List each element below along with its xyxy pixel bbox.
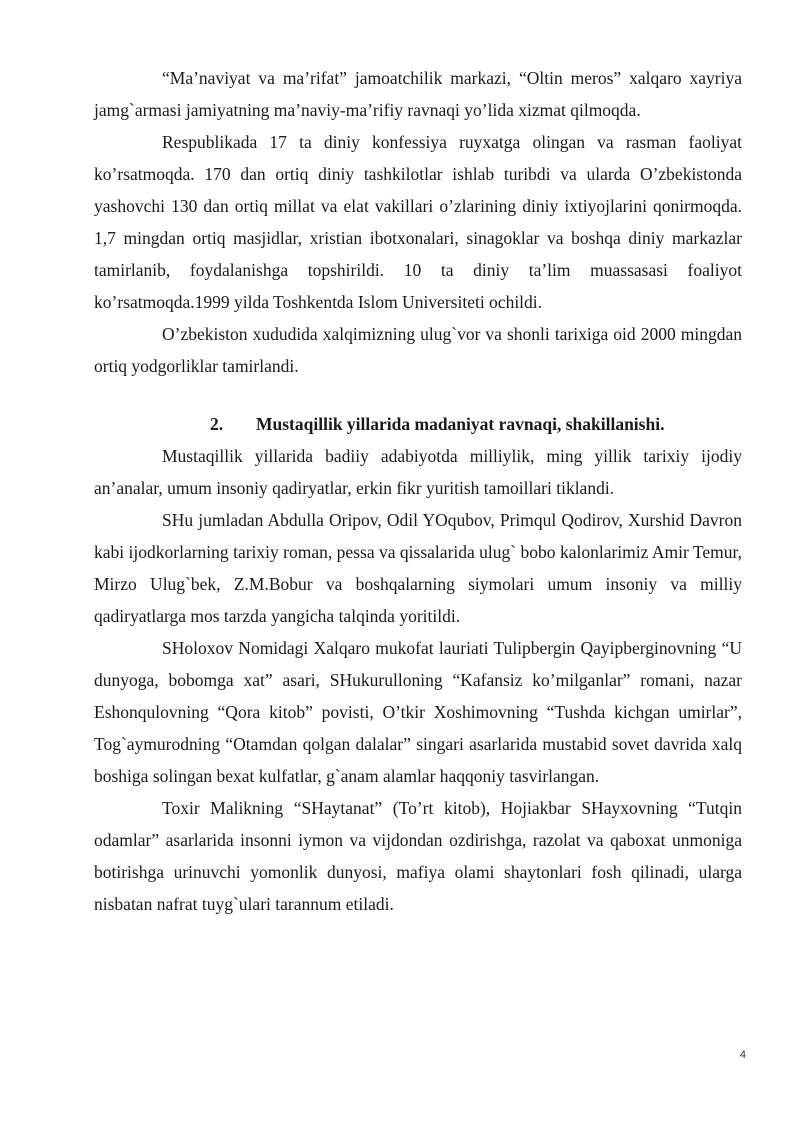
- section-heading: [94, 408, 742, 440]
- document-body: [94, 62, 742, 920]
- section-title: Mustaqillik yillarida madaniyat ravnaqi, shakillanishi.: [256, 414, 665, 434]
- body-paragraph: O’zbekiston xududida xalqimizning ulug`vor va shonli tarixiga oid 2000 mingdan ortiq yodgorliklar tamirlandi.: [94, 324, 742, 376]
- body-paragraph: SHu jumladan Abdulla Oripov, Odil YOqubov, Primqul Qodirov, Xurshid Davron kabi ijodkorlarning tarixiy roman, pessa va qissalarida ulug` bobo kalonlarimiz Amir Temur, Mirzo Ulug`bek, Z.M.Bobur va boshqalarning siymolari umum insoniy va milliy qadiryatlarga mos tarzda yangicha talqinda yoritildi.: [94, 510, 742, 626]
- body-paragraph: SHoloxov Nomidagi Xalqaro mukofat lauriati Tulipbergin Qayipberginovning “U dunyoga, bobomga xat” asari, SHukurulloning “Kafansiz ko’milganlar” romani, nazar Eshonqulovning “Qora kitob” povisti, O’tkir Xoshimovning “Tushda kichgan umirlar”, Tog`aymurodning “Otamdan qolgan dalalar” singari asarlarida mustabid sovet davrida xalq boshiga solingan bexat kulfatlar, g`anam alamlar haqqoniy tasvirlangan.: [94, 638, 742, 786]
- body-paragraph: “Ma’naviyat va ma’rifat” jamoatchilik markazi, “Oltin meros” xalqaro xayriya jamg`armasi jamiyatning ma’naviy-ma’rifiy ravnaqi yo’lida xizmat qilmoqda.: [94, 68, 742, 120]
- body-paragraph: Mustaqillik yillarida badiiy adabiyotda milliylik, ming yillik tarixiy ijodiy an’analar, umum insoniy qadiryatlar, erkin fikr yuritish tamoillari tiklandi.: [94, 446, 742, 498]
- body-paragraph: Toxir Malikning “SHaytanat” (To’rt kitob), Hojiakbar SHayxovning “Tutqin odamlar” asarlarida insonni iymon va vijdondan ozdirishga, razolat va qaboxat unmoniga botirishga urinuvchi yomonlik dunyosi, mafiya olami shaytonlari fosh qilinadi, ularga nisbatan nafrat tuyg`ulari tarannum etiladi.: [94, 798, 742, 914]
- section-number: 2.: [210, 414, 224, 434]
- page-number: 4: [739, 1049, 746, 1061]
- body-paragraph: Respublikada 17 ta diniy konfessiya ruyxatga olingan va rasman faoliyat ko’rsatmoqda. 170 dan ortiq diniy tashkilotlar ishlab turibdi va ularda O’zbekistonda yashovchi 130 dan ortiq millat va elat vakillari o’zlarining diniy ixtiyojlarini qonirmoqda. 1,7 mingdan ortiq masjidlar, xristian ibotxonalari, sinagoklar va boshqa diniy markazlar tamirlanib, foydalanishga topshirildi. 10 ta diniy ta’lim muassasasi foaliyot ko’rsatmoqda.1999 yilda Toshkentda Islom Universiteti ochildi.: [94, 132, 742, 312]
